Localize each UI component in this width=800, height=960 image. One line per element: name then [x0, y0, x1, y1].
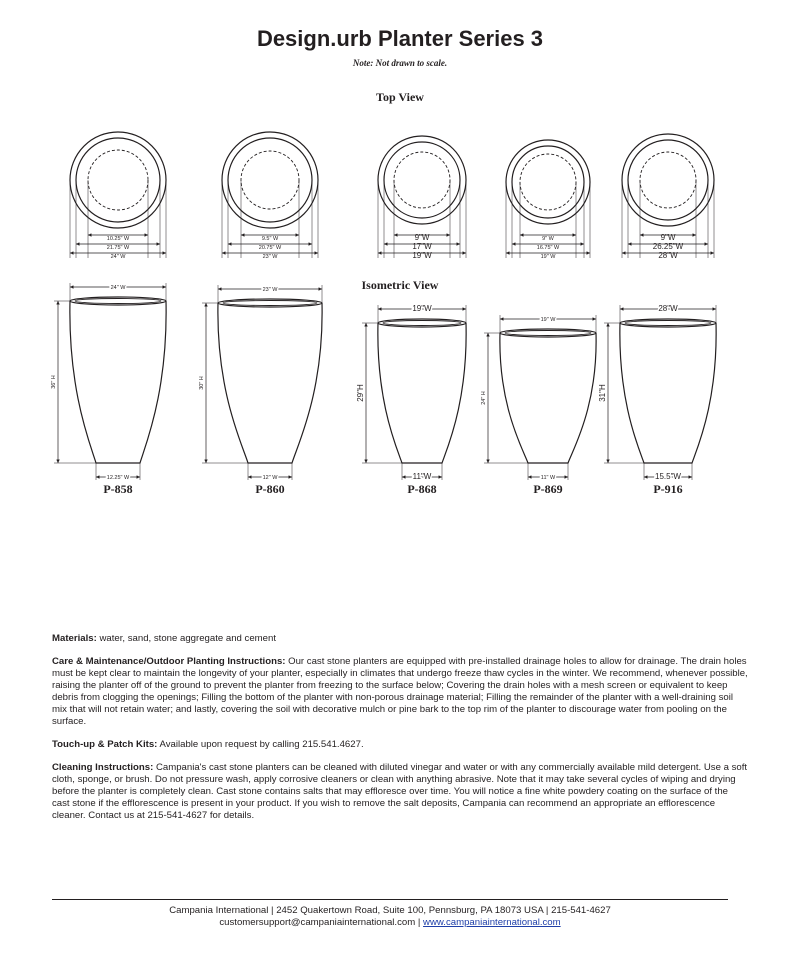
iso-width-label: 23" W: [262, 287, 278, 293]
rim-inner-ellipse: [223, 301, 317, 306]
top-inner-width-label: 10.25" W: [106, 236, 130, 242]
footer-contact: [52, 917, 728, 929]
touchup-paragraph: [52, 739, 748, 751]
top-outer-width-label: 19"W: [412, 251, 432, 260]
iso-width-label: 24" W: [110, 285, 126, 291]
top-outer-width-label: 28"W: [658, 251, 678, 260]
outer-rim-circle: [222, 132, 318, 228]
top-outer-width-label: 19" W: [540, 254, 556, 260]
materials-text: water, sand, stone aggregate and cement: [96, 633, 277, 644]
isometric-view-heading: Isometric View: [361, 278, 439, 292]
inner-rim-circle: [512, 146, 584, 218]
top-inner-width-label: 9.5" W: [261, 236, 279, 242]
rim-inner-ellipse: [75, 299, 161, 304]
cleaning-text: Campania's cast stone planters can be cleaned with diluted vinegar and water or with any commercially available mild detergent. Use a soft cloth, sponge, or brush. Do not pressure wash, apply corrosive cleaners or clean with anything abrasive. Note that it may take several cycles of wiping and drying before the planter is completely clean. Cast stone contains salts that may effloresce over time. You will notice a fine white powdery coating on the surface of the cast stone if the efflorescence is present in your product. If you wish to remove the salt deposits, Campania can recommend an appropriate an efflorescence cleaner. Contact us at 215-541-4627 for details.: [52, 762, 748, 821]
model-number-label: P-869: [533, 482, 563, 496]
iso-base-label: 15.5"W: [655, 472, 681, 481]
page-title: Design.urb Planter Series 3: [256, 26, 544, 51]
model-number-label: P-916: [653, 482, 683, 496]
model-number-label: P-860: [255, 482, 285, 496]
model-number-label: P-858: [103, 482, 133, 496]
materials-paragraph: [52, 633, 748, 645]
base-dashed-circle: [241, 151, 299, 209]
top-view-p-858: [70, 132, 166, 260]
top-view-p-916: [622, 134, 714, 260]
iso-base-label: 11"W: [412, 472, 432, 481]
touchup-label: Touch-up & Patch Kits:: [52, 739, 158, 750]
cleaning-label: Cleaning Instructions:: [52, 762, 154, 773]
footer-separator: |: [415, 917, 424, 928]
cleaning-paragraph: [52, 762, 748, 822]
care-paragraph: [52, 656, 748, 728]
isometric-view-p-868: [356, 304, 466, 496]
isometric-view-p-869: [481, 315, 596, 496]
iso-width-label: 28"W: [658, 304, 678, 313]
top-view-p-860: [222, 132, 318, 260]
outer-rim-circle: [622, 134, 714, 226]
website-link[interactable]: www.campaniainternational.com: [423, 917, 561, 928]
iso-base-label: 12.25" W: [106, 475, 130, 481]
planter-body-outline: [620, 323, 716, 463]
outer-rim-circle: [506, 140, 590, 224]
iso-height-label: 30" H: [199, 376, 205, 390]
top-inner-width-label: 9" W: [542, 236, 554, 242]
base-dashed-circle: [640, 152, 696, 208]
planter-body-outline: [70, 301, 166, 463]
iso-width-label: 19"W: [412, 304, 432, 313]
materials-label: Materials:: [52, 633, 97, 644]
rim-inner-ellipse: [505, 331, 591, 336]
iso-base-label: 11" W: [540, 475, 556, 481]
footer-email: customersupport@campaniainternational.com: [219, 917, 416, 928]
outer-rim-circle: [378, 136, 466, 224]
outer-rim-circle: [70, 132, 166, 228]
isometric-view-p-916: [598, 304, 716, 496]
model-number-label: P-868: [407, 482, 437, 496]
top-outer-width-label: 23" W: [262, 254, 278, 260]
footer-address: Campania International | 2452 Quakertown Road, Suite 100, Pennsburg, PA 18073 USA | 215-541-4627: [169, 905, 611, 916]
touchup-text: Available upon request by calling 215.541.4627.: [157, 739, 364, 750]
iso-height-label: 24" H: [481, 391, 487, 405]
footer: [52, 905, 728, 929]
iso-height-label: 29"H: [356, 384, 365, 402]
rim-inner-ellipse: [625, 321, 711, 326]
base-dashed-circle: [394, 152, 450, 208]
planter-body-outline: [378, 323, 466, 463]
top-middle-width-label: 16.75" W: [536, 245, 560, 251]
care-text: Our cast stone planters are equipped with pre-installed drainage holes to allow for drainage. The drain holes must be kept clear to maintain the longevity of your planter, especially in climates that undergo freeze thaw cycles in the winter. We recommend, whenever possible, raising the planter off of the ground to prevent the planter from freezing to the surface below; Covering the drain holes with a mesh screen or equivalent to keep debris from clogging the openings; Filling the bottom of the planter with non-porous drainage material; Filling the remainder of the planter with a well-draining soil mix that will not retain water; and lastly, covering the soil with decorative mulch or pine bark to the top rim of the planter to discourage water from pooling on the surface.: [52, 656, 748, 727]
iso-height-label: 31"H: [598, 384, 607, 402]
top-inner-width-label: 9"W: [660, 233, 676, 242]
care-label: Care & Maintenance/Outdoor Planting Instructions:: [52, 656, 286, 667]
top-outer-width-label: 24" W: [110, 254, 126, 260]
base-dashed-circle: [520, 154, 576, 210]
top-inner-width-label: 9"W: [414, 233, 430, 242]
isometric-view-p-860: [199, 285, 322, 496]
scale-note: Note: Not drawn to scale.: [352, 58, 448, 68]
isometric-view-p-858: [51, 283, 166, 496]
iso-height-label: 36" H: [51, 375, 57, 389]
top-middle-width-label: 26.25"W: [652, 242, 684, 251]
footer-divider: [52, 899, 728, 900]
top-middle-width-label: 17"W: [412, 242, 432, 251]
rim-inner-ellipse: [383, 321, 461, 326]
top-view-heading: Top View: [376, 90, 424, 104]
inner-rim-circle: [384, 142, 460, 218]
top-view-p-868: [378, 136, 466, 260]
base-dashed-circle: [88, 150, 148, 210]
top-view-p-869: [506, 140, 590, 260]
top-middle-width-label: 20.75" W: [258, 245, 282, 251]
planter-body-outline: [218, 303, 322, 463]
planter-body-outline: [500, 333, 596, 463]
inner-rim-circle: [76, 138, 160, 222]
iso-base-label: 12" W: [262, 475, 278, 481]
iso-width-label: 19" W: [540, 317, 556, 323]
top-middle-width-label: 21.75" W: [106, 245, 130, 251]
product-information: [52, 633, 748, 833]
